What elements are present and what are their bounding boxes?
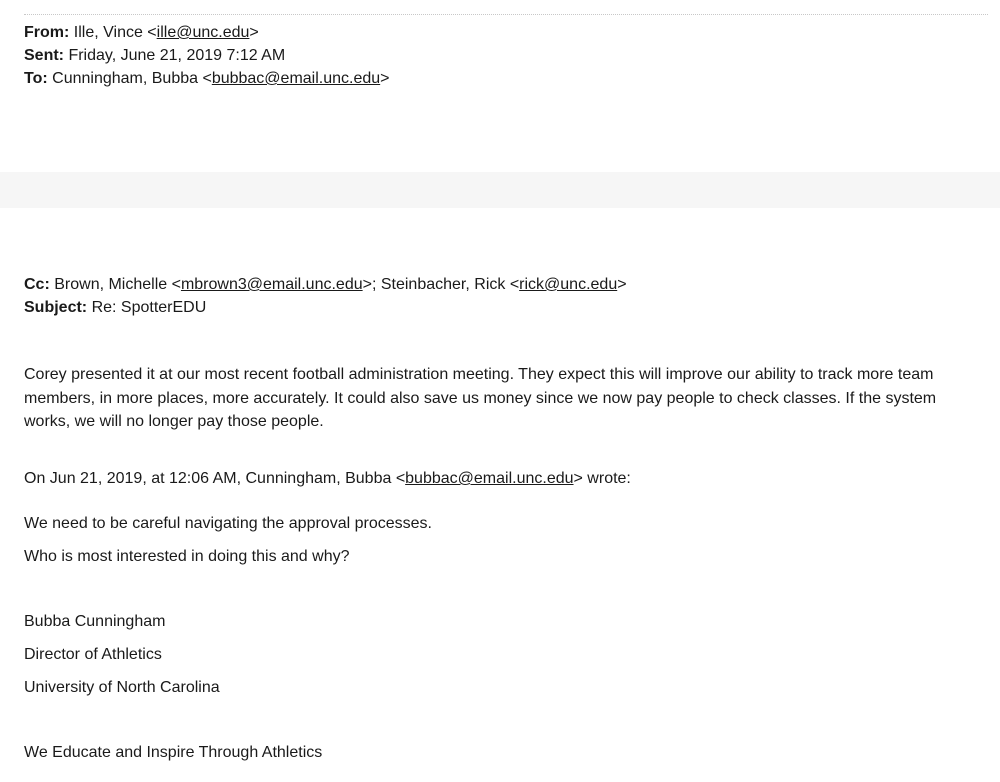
from-address-link[interactable]: ille@unc.edu [156, 24, 250, 41]
cc-name-1: Brown, Michelle < [54, 276, 181, 293]
to-name: Cunningham, Bubba < [52, 70, 212, 87]
signature-name: Bubba Cunningham [24, 613, 166, 630]
cc-close: > [617, 276, 627, 293]
from-label: From: [24, 24, 70, 41]
quoted-line-1: We need to be careful navigating the approval processes. [24, 515, 432, 532]
email-header-continued [24, 273, 627, 319]
top-divider [24, 14, 988, 15]
page-break-band [0, 172, 1000, 208]
sent-value: Friday, June 21, 2019 7:12 AM [68, 47, 286, 64]
subject-line [24, 296, 627, 319]
to-close: > [380, 70, 390, 87]
quoted-intro-text: On Jun 21, 2019, at 12:06 AM, Cunningham, Bubba < [24, 470, 406, 487]
message-body: Corey presented it at our most recent football administration meeting. They expect this will improve our ability to track more team members, in more places, more accurately. It could also save us money since we now pay people to check classes. If the system works, we will no longer pay those people. [24, 366, 937, 430]
signature-organization: University of North Carolina [24, 679, 220, 696]
sent-label: Sent: [24, 47, 64, 64]
from-name: Ille, Vince < [73, 24, 157, 41]
cc-address-link-1[interactable]: mbrown3@email.unc.edu [180, 276, 363, 293]
to-address-link[interactable]: bubbac@email.unc.edu [211, 70, 381, 87]
cc-line [24, 273, 627, 296]
subject-value: Re: SpotterEDU [91, 299, 207, 316]
quoted-intro [24, 467, 631, 490]
email-header [24, 21, 390, 90]
cc-label: Cc: [24, 276, 50, 293]
to-line [24, 67, 390, 90]
quoted-address-link[interactable]: bubbac@email.unc.edu [405, 470, 574, 487]
from-close: > [249, 24, 259, 41]
quoted-line-2: Who is most interested in doing this and why? [24, 548, 350, 565]
signature-tagline: We Educate and Inspire Through Athletics [24, 744, 323, 761]
subject-label: Subject: [24, 299, 88, 316]
cc-address-link-2[interactable]: rick@unc.edu [519, 276, 618, 293]
signature-title: Director of Athletics [24, 646, 162, 663]
quoted-intro-end: > wrote: [573, 470, 631, 487]
from-line [24, 21, 390, 44]
cc-separator: >; Steinbacher, Rick < [362, 276, 520, 293]
to-label: To: [24, 70, 48, 87]
sent-line [24, 44, 390, 67]
